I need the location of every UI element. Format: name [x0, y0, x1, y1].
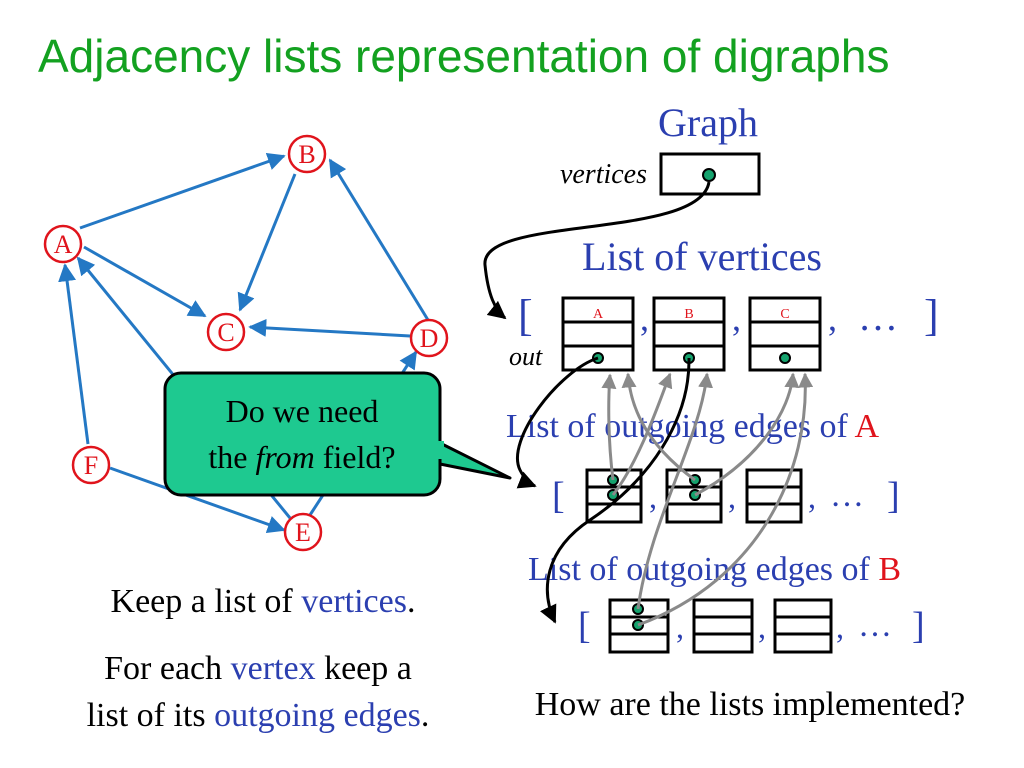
vertex-cell-c-label: C: [780, 307, 790, 322]
node-d[interactable]: [411, 320, 447, 356]
comma: ,: [676, 609, 684, 645]
node-f-label: F: [83, 451, 99, 480]
edge-a-c: [84, 247, 205, 316]
slide-title: Adjacency lists representation of digraphs: [38, 30, 890, 82]
for-each-vertex-text-line-1: For each vertex keep a: [104, 650, 412, 687]
vertex-cell-a-label: A: [592, 307, 604, 322]
vertex-list-bracket-open: [: [518, 291, 533, 340]
node-e[interactable]: [285, 514, 321, 550]
ellipsis: …: [858, 607, 892, 644]
edge-b-c: [240, 174, 295, 310]
ellipsis: …: [830, 477, 864, 514]
comma: ,: [836, 609, 844, 645]
edge-cell-b-3[interactable]: [775, 600, 831, 652]
for-each-vertex-text-line-2: list of its outgoing edges.: [86, 697, 430, 734]
comma: ,: [640, 298, 649, 338]
outgoing-b-vertex: B: [878, 551, 902, 588]
keep-list-text: Keep a list of vertices.: [110, 583, 416, 620]
node-c-label: C: [217, 318, 235, 347]
node-a[interactable]: [45, 226, 81, 262]
edge-d-b: [330, 160, 428, 320]
outgoing-b-label: List of outgoing edges of B: [528, 551, 902, 588]
list-of-vertices-label: List of vertices: [582, 234, 822, 279]
graph-label: Graph: [658, 100, 758, 145]
node-c[interactable]: [208, 314, 244, 350]
node-e-label: E: [295, 518, 311, 547]
edge-cell-b-2[interactable]: [694, 600, 752, 652]
callout-line-1: Do we need: [225, 393, 379, 429]
comma: ,: [728, 479, 736, 515]
callout-bubble: [165, 373, 510, 495]
outgoing-a-label: List of outgoing edges of A: [506, 408, 880, 445]
callout-line-2: the from field?: [208, 439, 396, 475]
ellipsis: …: [858, 294, 898, 339]
edge-cell-a-3[interactable]: [747, 470, 801, 522]
edge-a-b: [80, 156, 284, 228]
edge-list-a-bracket-close: ]: [887, 475, 900, 517]
vertex-c-out-dot: [780, 353, 790, 363]
node-b[interactable]: [289, 136, 325, 172]
edge-list-b-bracket-open: [: [578, 605, 591, 647]
edge-d-c: [250, 327, 410, 336]
node-b-label: B: [298, 140, 316, 169]
comma: ,: [758, 609, 766, 645]
node-f[interactable]: [73, 447, 109, 483]
comma: ,: [828, 298, 837, 338]
comma: ,: [808, 479, 816, 515]
question-text: How are the lists implemented?: [534, 686, 966, 723]
edge-f-a: [65, 265, 88, 444]
out-field-label: out: [509, 342, 543, 371]
edge-list-a-bracket-open: [: [552, 475, 565, 517]
edge-list-b-bracket-close: ]: [912, 605, 925, 647]
outgoing-a-vertex: A: [854, 408, 880, 445]
vertices-pointer-dot: [703, 169, 715, 181]
node-d-label: D: [419, 324, 439, 353]
vertex-cell-b-label: B: [684, 307, 694, 322]
comma: ,: [732, 298, 741, 338]
node-a-label: A: [53, 230, 73, 259]
vertex-cell-c[interactable]: [750, 298, 820, 370]
vertices-field-label: vertices: [559, 159, 647, 190]
comma: ,: [649, 479, 657, 515]
vertex-list-bracket-close: ]: [924, 291, 939, 340]
